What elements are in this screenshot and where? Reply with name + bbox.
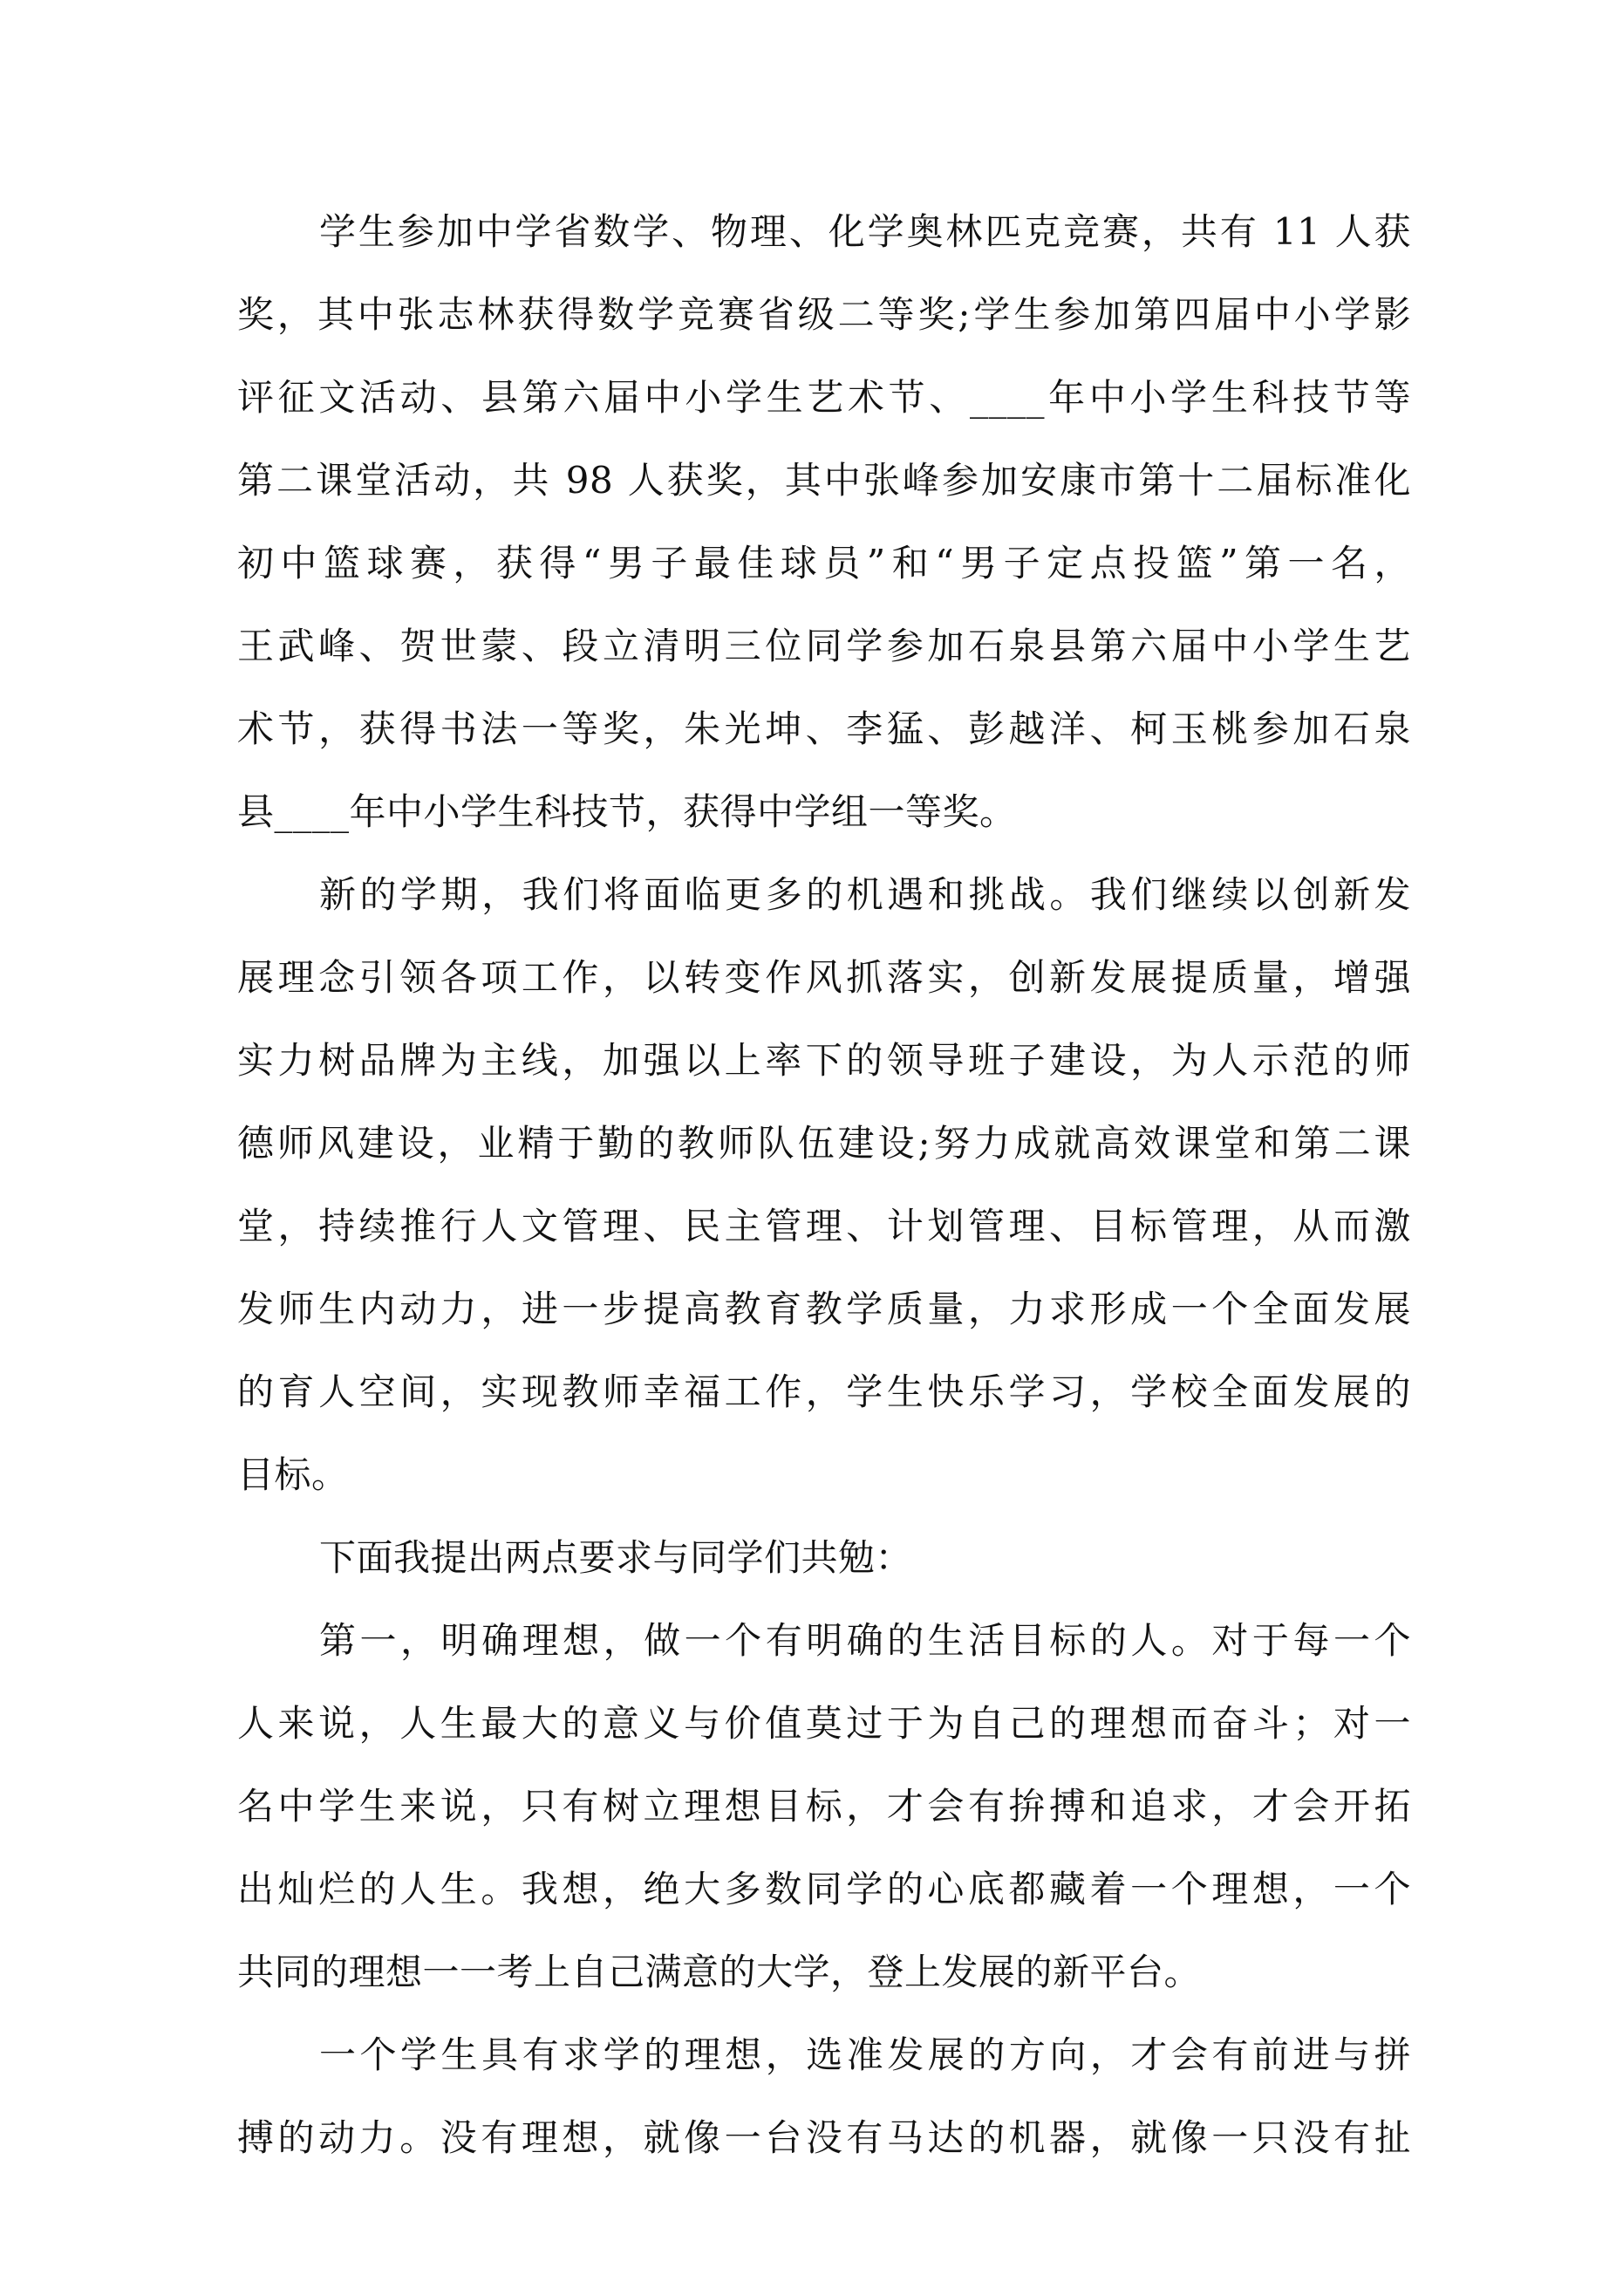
text-line: 学生参加中学省数学、物理、化学奥林匹克竞赛，共有 11 人获: [319, 210, 1411, 253]
text-line: 下面我提出两点要求与同学们共勉：: [319, 1536, 913, 1579]
document-body: [237, 190, 1411, 2179]
text-line: 县____年中小学生科技节，获得中学组一等奖。: [237, 790, 1017, 833]
text-line: 初中篮球赛，获得“男子最佳球员”和“男子定点投篮”第一名，: [237, 542, 1411, 584]
text-line: 发师生内动力，进一步提高教育教学质量，力求形成一个全面发展: [237, 1288, 1411, 1330]
text-line: 第一，明确理想，做一个有明确的生活目标的人。对于每一个: [319, 1619, 1411, 1662]
text-line: 新的学期，我们将面临更多的机遇和挑战。我们继续以创新发: [319, 873, 1411, 916]
text-line: 的育人空间，实现教师幸福工作，学生快乐学习，学校全面发展的: [237, 1370, 1411, 1413]
text-line: 人来说，人生最大的意义与价值莫过于为自己的理想而奋斗；对一: [237, 1702, 1411, 1745]
text-line: 共同的理想一一考上自己满意的大学，登上发展的新平台。: [237, 1951, 1202, 1993]
text-line: 目标。: [237, 1453, 349, 1496]
text-line: 出灿烂的人生。我想，绝大多数同学的心底都藏着一个理想，一个: [237, 1868, 1411, 1910]
text-line: 术节，获得书法一等奖，朱光坤、李猛、彭越洋、柯玉桃参加石泉: [237, 707, 1411, 750]
text-line: 名中学生来说，只有树立理想目标，才会有拚搏和追求，才会开拓: [237, 1785, 1411, 1828]
text-line: 德师风建设，业精于勤的教师队伍建设;努力成就高效课堂和第二课: [237, 1122, 1411, 1165]
text-line: 第二课堂活动，共 98 人获奖，其中张峰参加安康市第十二届标准化: [237, 459, 1411, 502]
text-line: 奖，其中张志林获得数学竞赛省级二等奖;学生参加第四届中小学影: [237, 293, 1411, 336]
text-line: 一个学生具有求学的理想，选准发展的方向，才会有前进与拼: [319, 2033, 1411, 2076]
text-line: 搏的动力。没有理想，就像一台没有马达的机器，就像一只没有扯: [237, 2116, 1411, 2159]
text-line: 实力树品牌为主线，加强以上率下的领导班子建设，为人示范的师: [237, 1039, 1411, 1082]
text-line: 堂，持续推行人文管理、民主管理、计划管理、目标管理，从而激: [237, 1205, 1411, 1247]
text-line: 展理念引领各项工作，以转变作风抓落实，创新发展提质量，增强: [237, 956, 1411, 999]
text-line: 评征文活动、县第六届中小学生艺术节、____年中小学生科技节等: [237, 376, 1411, 419]
text-line: 王武峰、贺世蒙、段立清明三位同学参加石泉县第六届中小学生艺: [237, 625, 1411, 667]
